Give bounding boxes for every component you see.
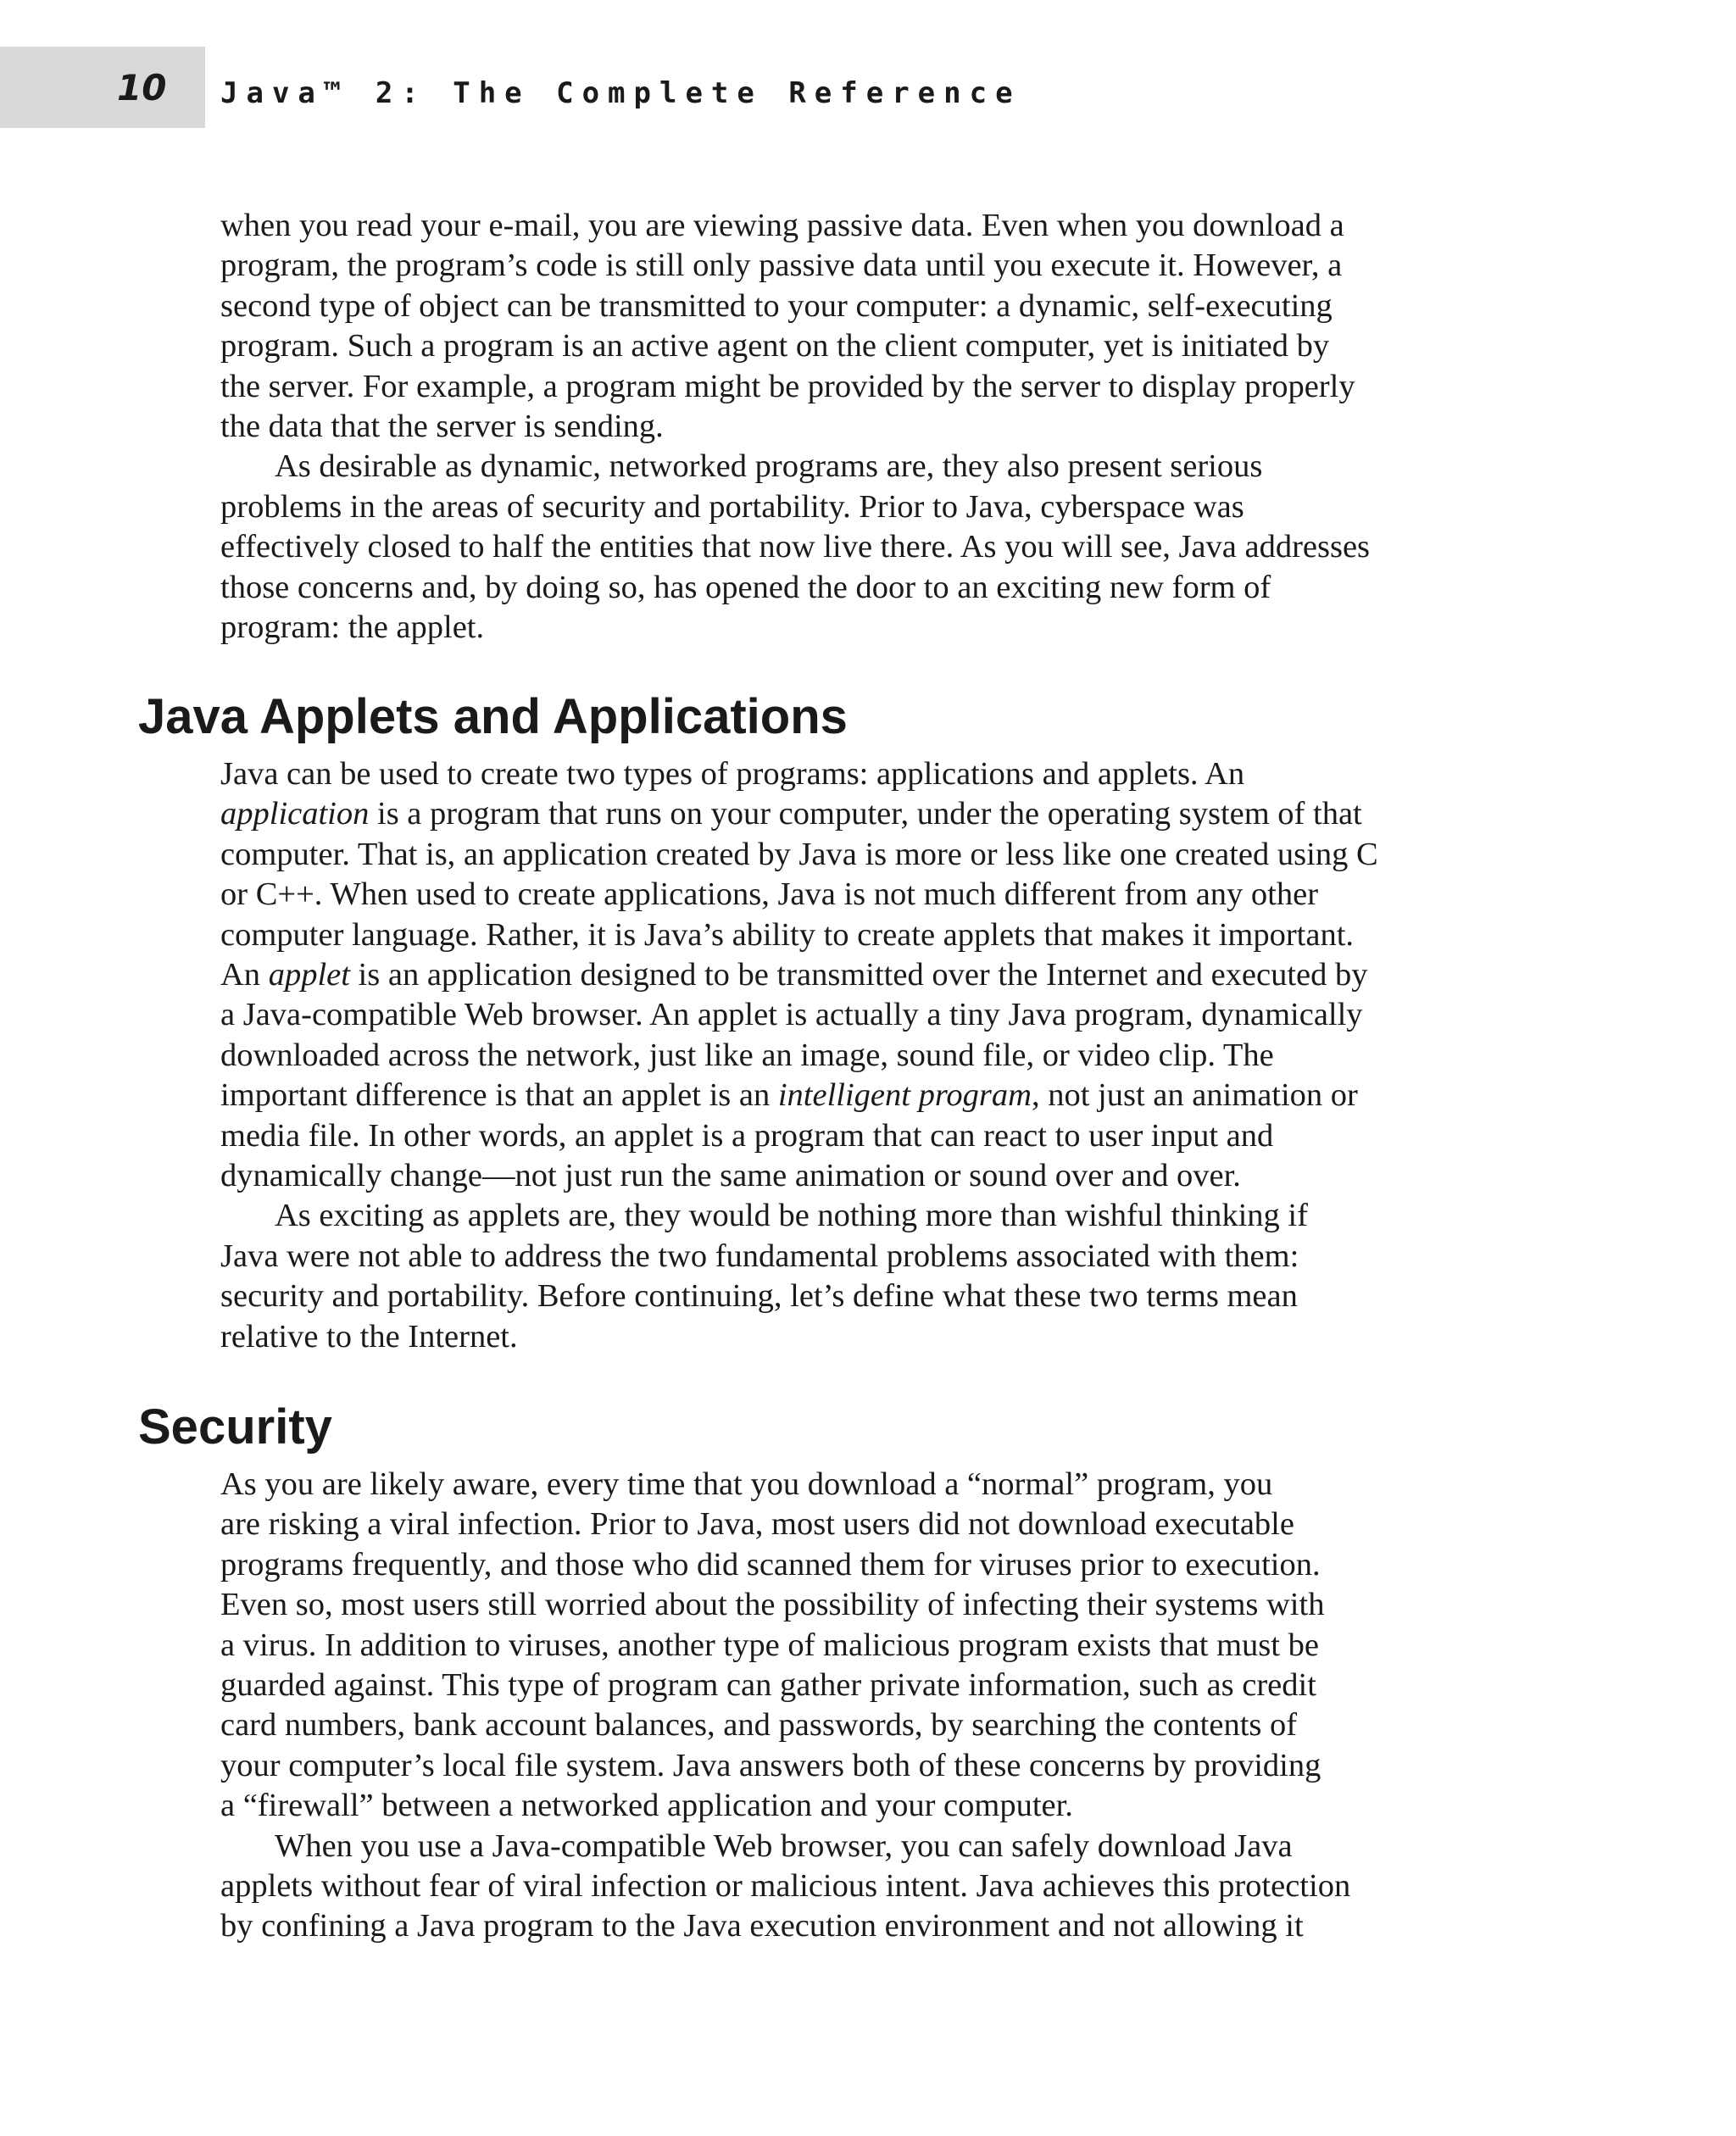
text-line: security and portability. Before continuing, let’s define what these two terms mean (220, 1278, 1298, 1315)
text-line: a Java-compatible Web browser. An applet is actually a tiny Java program, dynamically (220, 997, 1363, 1033)
text-line: program: the applet. (220, 609, 485, 646)
section-heading-applets: Java Applets and Applications (138, 689, 848, 744)
text-line: your computer’s local file system. Java answers both of these concerns by providing (220, 1747, 1321, 1783)
text-line: those concerns and, by doing so, has opened the door to an exciting new form of (220, 569, 1271, 605)
text-line: are risking a viral infection. Prior to Java, most users did not download executable (220, 1506, 1294, 1543)
page-number: 10 (117, 67, 167, 108)
text-line: Java were not able to address the two fundamental problems associated with them: (220, 1238, 1299, 1274)
page-number-tab (0, 47, 205, 128)
running-head: Java™ 2: The Complete Reference (220, 76, 1021, 110)
text-line: or C++. When used to create applications, Java is not much different from any other (220, 876, 1319, 913)
text-line: the data that the server is sending. (220, 409, 664, 445)
text-line: As desirable as dynamic, networked programs are, they also present serious (275, 448, 1263, 485)
text-line: relative to the Internet. (220, 1318, 518, 1354)
text-line: a virus. In addition to viruses, another type of malicious program exists that must be (220, 1627, 1319, 1663)
emphasis: application (220, 796, 370, 832)
text-line: effectively closed to half the entities that now live there. As you will see, Java addresses (220, 529, 1371, 565)
text-line: important difference is that an applet is an intelligent program, not just an animation or (220, 1077, 1358, 1114)
text-line: application is a program that runs on your computer, under the operating system of that (220, 796, 1362, 832)
text-line: As you are likely aware, every time that you download a “normal” program, you (220, 1466, 1273, 1502)
text-line: Java can be used to create two types of programs: applications and applets. An (220, 756, 1245, 792)
text-line: As exciting as applets are, they would be nothing more than wishful thinking if (275, 1198, 1308, 1234)
text-line: An applet is an application designed to be transmitted over the Internet and executed by (220, 957, 1368, 993)
text-line: When you use a Java-compatible Web browser, you can safely download Java (275, 1827, 1293, 1864)
text-line: guarded against. This type of program can gather private information, such as credit (220, 1667, 1316, 1704)
text-line: media file. In other words, an applet is a program that can react to user input and (220, 1117, 1274, 1154)
text-line: the server. For example, a program might be provided by the server to display properly (220, 368, 1355, 404)
section-heading-security: Security (138, 1399, 332, 1455)
text-line: downloaded across the network, just like an image, sound file, or video clip. The (220, 1037, 1274, 1073)
security-text (220, 1465, 1526, 1947)
text-line: Even so, most users still worried about the possibility of infecting their systems with (220, 1587, 1325, 1623)
text-line: program, the program’s code is still only passive data until you execute it. However, a (220, 248, 1343, 284)
text-line: program. Such a program is an active agent on the client computer, yet is initiated by (220, 328, 1330, 364)
applets-text (220, 754, 1526, 1357)
text-line: computer language. Rather, it is Java’s ability to create applets that makes it important. (220, 916, 1355, 953)
text-line: second type of object can be transmitted to your computer: a dynamic, self-executing (220, 287, 1333, 324)
text-line: applets without fear of viral infection or malicious intent. Java achieves this protection (220, 1868, 1351, 1905)
emphasis: intelligent program (777, 1077, 1032, 1114)
text-line: programs frequently, and those who did scanned them for viruses prior to execution. (220, 1546, 1321, 1583)
emphasis: applet (268, 957, 350, 993)
intro-text (220, 206, 1526, 648)
text-line: problems in the areas of security and portability. Prior to Java, cyberspace was (220, 488, 1244, 525)
text-line: card numbers, bank account balances, and passwords, by searching the contents of (220, 1707, 1298, 1744)
text-line: by confining a Java program to the Java execution environment and not allowing it (220, 1908, 1304, 1944)
text-line: a “firewall” between a networked application and your computer. (220, 1788, 1073, 1824)
text-line: computer. That is, an application created by Java is more or less like one created using C (220, 836, 1378, 872)
text-line: when you read your e-mail, you are viewing passive data. Even when you download a (220, 208, 1344, 243)
text-line: dynamically change—not just run the same animation or sound over and over. (220, 1158, 1241, 1194)
